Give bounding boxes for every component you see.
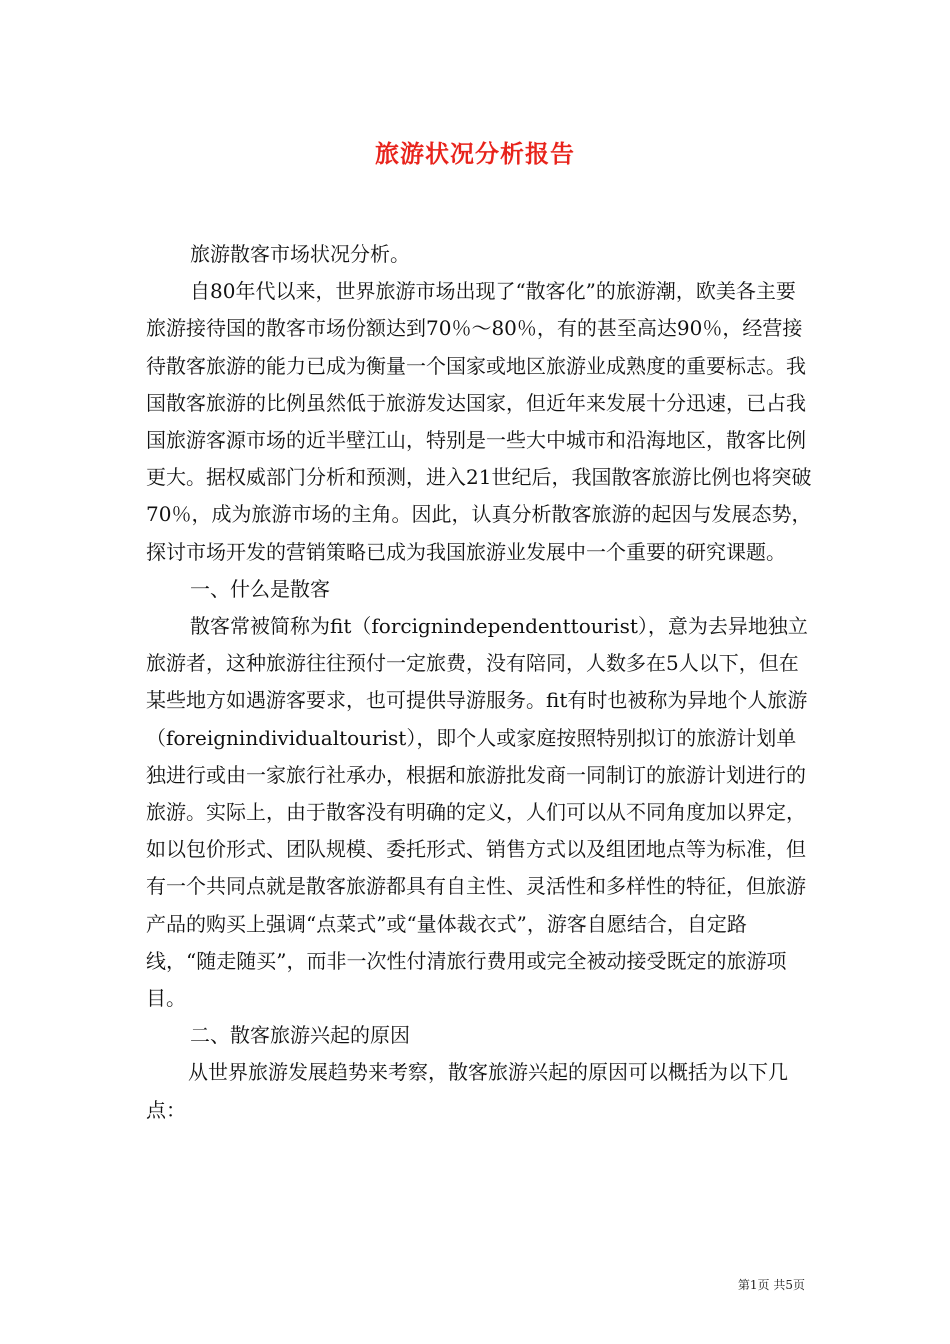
paragraph-reasons: 从世界旅游发展趋势来考察，散客旅游兴起的原因可以概括为以下几点： [146,1060,788,1122]
section-heading-2: 二、散客旅游兴起的原因 [190,1023,410,1048]
document-body [146,236,814,1129]
paragraph-background: 自80年代以来，世界旅游市场出现了“散客化”的旅游潮，欧美各主要旅游接待国的散客市场份额达到70％～80％，有的甚至高达90％，经营接待散客旅游的能力已成为衡量一个国家或地区旅游业成熟度的重要标志。我国散客旅游的比例虽然低于旅游发达国家，但近年来发展十分迅速，已占我国旅游客源市场的近半壁江山，特别是一些大中城市和沿海地区，散客比例更大。据权威部门分析和预测，进入21世纪后，我国散客旅游比例也将突破70％，成为旅游市场的主角。因此，认真分析散客旅游的起因与发展态势，探讨市场开发的营销策略已成为我国旅游业发展中一个重要的研究课题。 [146,279,812,564]
page-number: 第1页 共5页 [737,1278,805,1292]
paragraph-intro: 旅游散客市场状况分析。 [190,242,410,266]
section-heading-1: 一、什么是散客 [190,576,330,601]
document-title: 旅游状况分析报告 [375,139,575,168]
paragraph-definition: 散客常被简称为fit（forcignindependenttourist），意为去异地独立旅游者，这种旅游往往预付一定旅费，没有陪同，人数多在5人以下，但在某些地方如遇游客要求，也可提供导游服务。fit有时也被称为异地个人旅游（foreignindividualtourist），即个人或家庭按照特别拟订的旅游计划单独进行或由一家旅行社承办，根据和旅游批发商一同制订的旅游计划进行的旅游。实际上，由于散客没有明确的定义，人们可以从不同角度加以界定，如以包价形式、团队规模、委托形式、销售方式以及组团地点等为标准，但有一个共同点就是散客旅游都具有自主性、灵活性和多样性的特征，但旅游产品的购买上强调“点菜式”或“量体裁衣式”，游客自愿结合，自定路线，“随走随买”，而非一次性付清旅行费用或完全被动接受既定的旅游项目。 [146,614,808,1011]
